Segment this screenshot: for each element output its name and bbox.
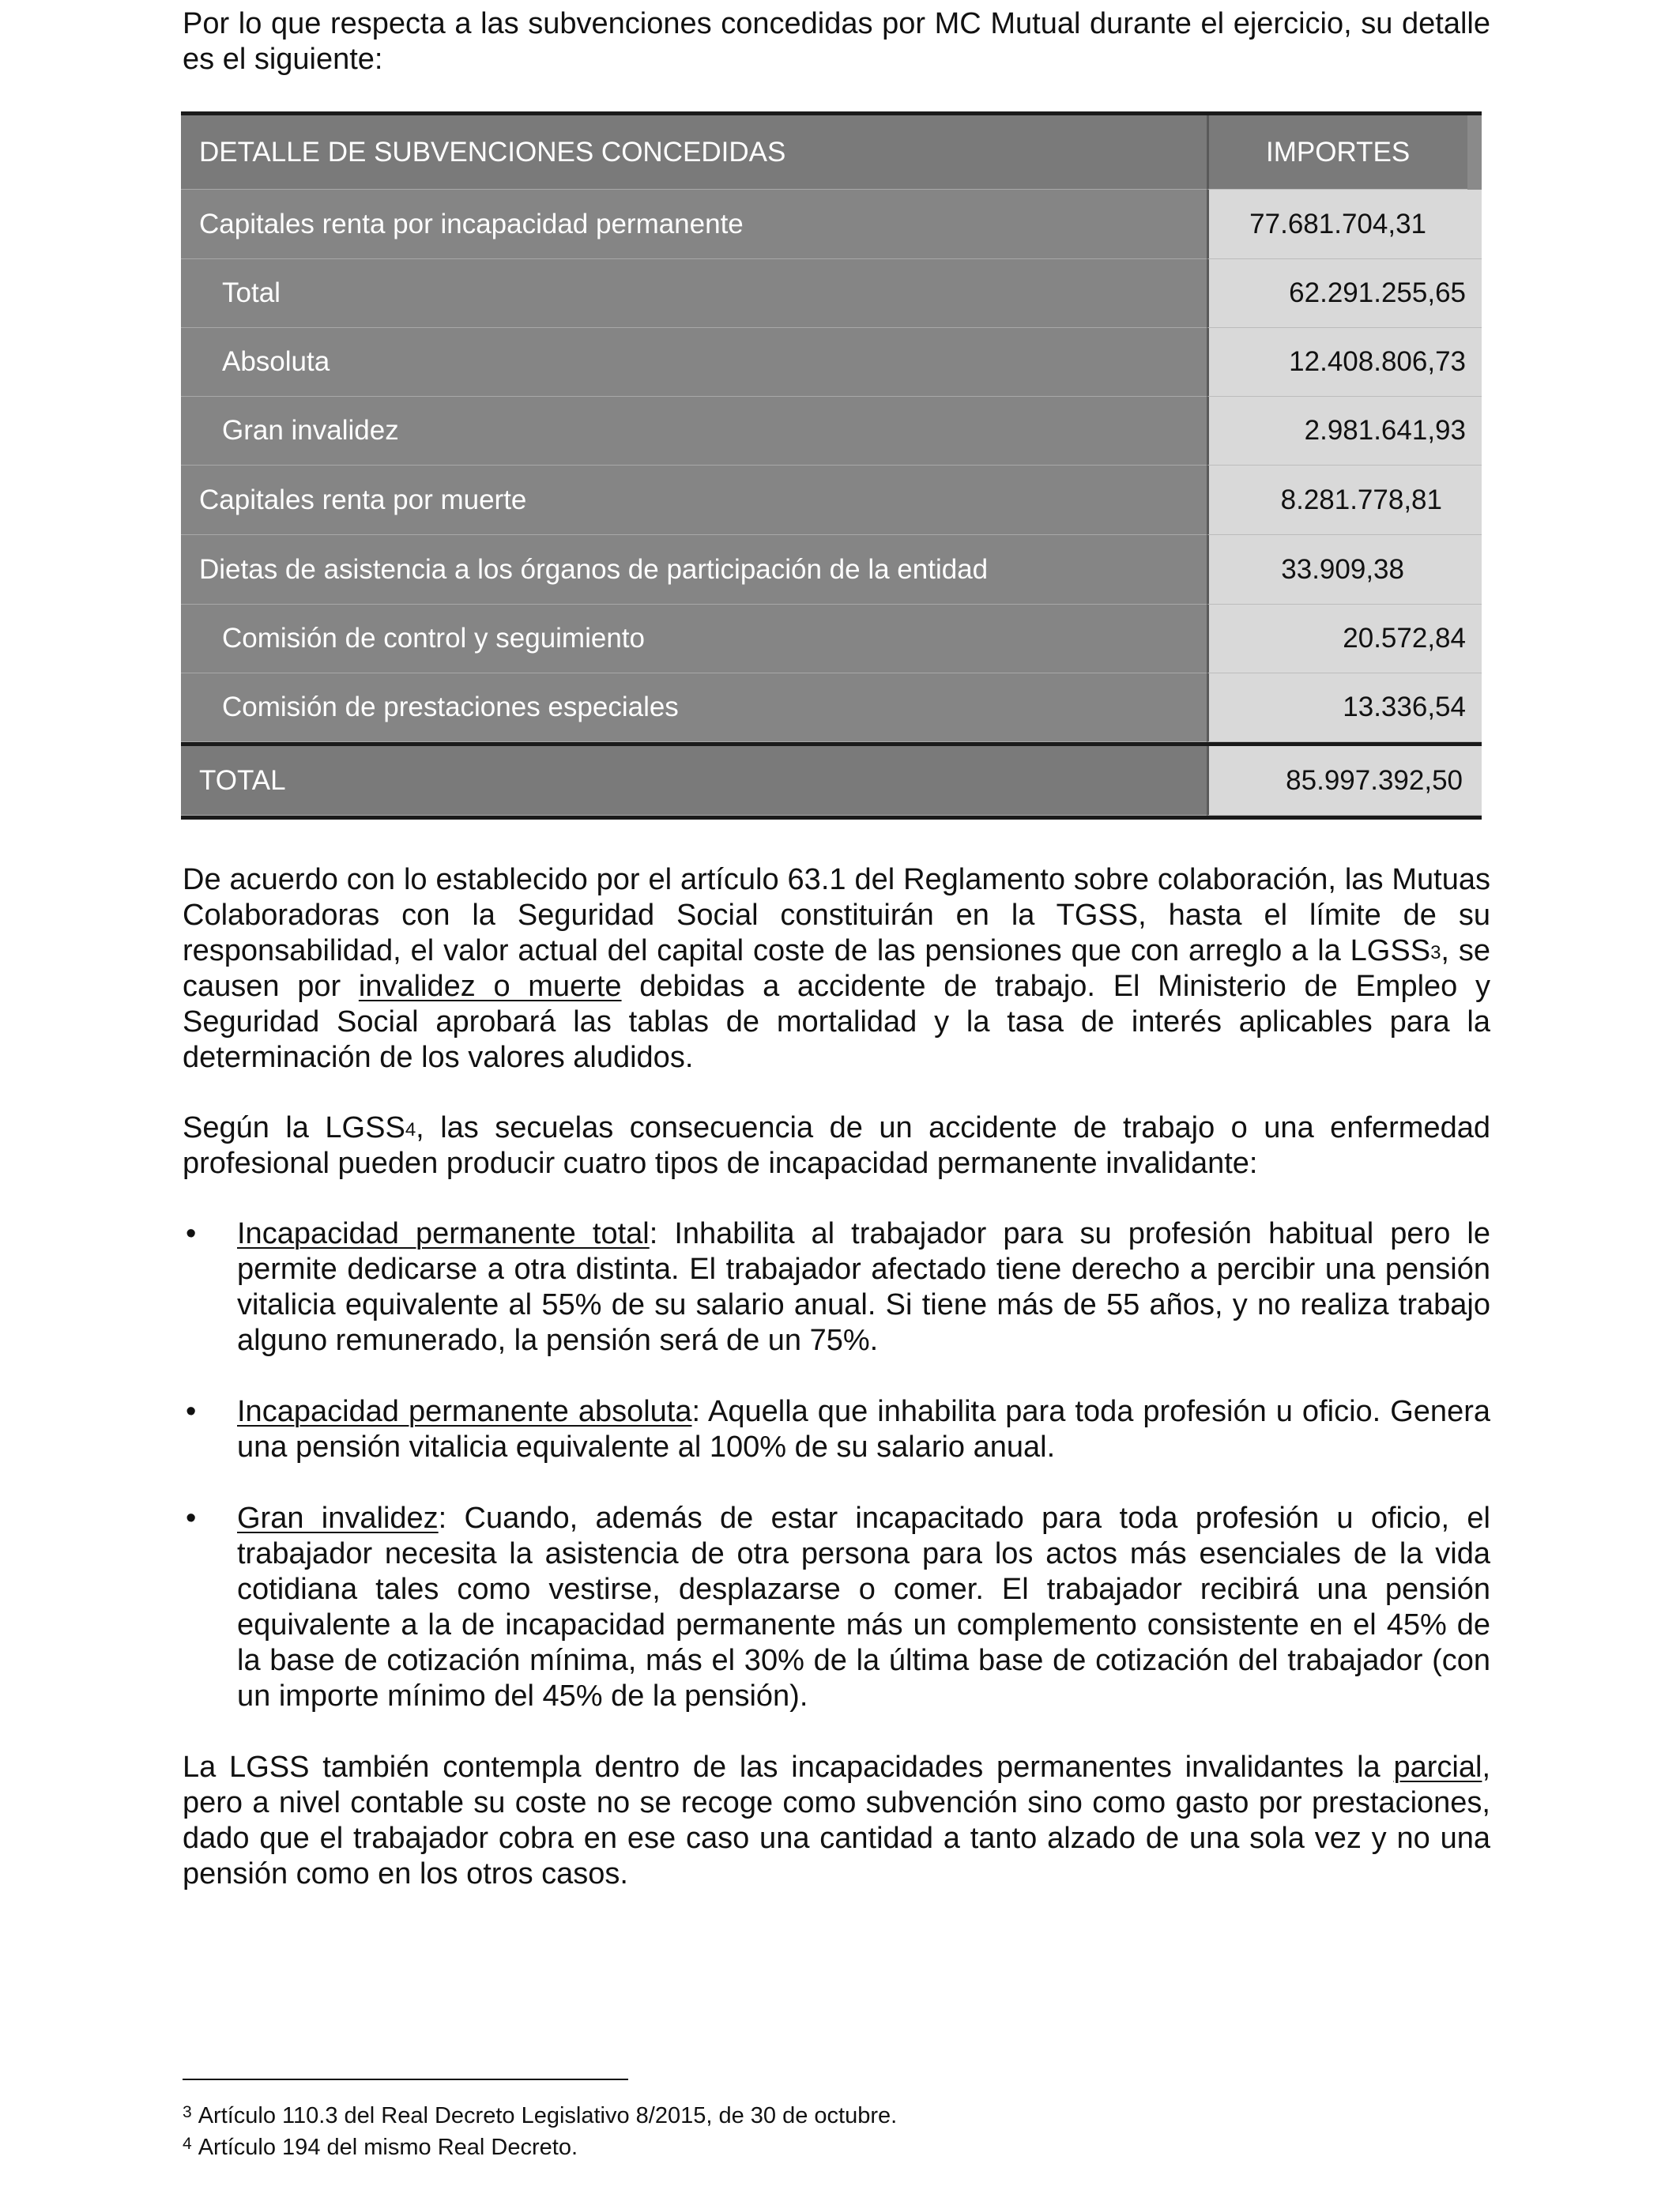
paragraph-text: , se causen por bbox=[183, 934, 1491, 1003]
header-amounts: IMPORTES bbox=[1207, 115, 1482, 190]
list-item-text: : Inhabilita al trabajador para su profesión habitual pero le permite dedicarse a otra distinta. El trabajador afectado tiene derecho a percibir una pensión vitalicia equivalente al 55% de su salario anual. Si tiene más de 55 años, y no realiza trabajo alguno remunerado, la pensión será de un 75%. bbox=[237, 1217, 1490, 1357]
row-amount: 33.909,38 bbox=[1207, 535, 1482, 605]
row-label: Absoluta bbox=[181, 328, 1207, 397]
table-row bbox=[181, 397, 1482, 466]
paragraph-text: , pero a nivel contable su coste no se recoge como subvención sino como gasto por prestaciones, dado que el trabajador cobra en ese caso una cantidad a tanto alzado de una sola vez y no una pensión como en los otros casos. bbox=[183, 1751, 1490, 1891]
row-label: Gran invalidez bbox=[181, 397, 1207, 466]
table-row bbox=[181, 259, 1482, 328]
list-item-text: : Aquella que inhabilita para toda profesión u oficio. Genera una pensión vitalicia equivalente al 100% de su salario anual. bbox=[237, 1395, 1490, 1464]
footnote-separator bbox=[183, 2079, 628, 2080]
paragraph-text: debidas a accidente de trabajo. El Ministerio de Empleo y Seguridad Social aprobará las tablas de mortalidad y la tasa de interés aplicables para la determinación de los valores aludidos. bbox=[183, 970, 1490, 1074]
paragraph-text: , las secuelas consecuencia de un accidente de trabajo o una enfermedad profesional pueden producir cuatro tipos de incapacidad permanente invalidante: bbox=[183, 1111, 1490, 1180]
bullet-icon: • bbox=[186, 1217, 197, 1250]
underlined-term: invalidez o muerte bbox=[358, 970, 622, 1003]
table-total-row bbox=[181, 742, 1482, 820]
header-detail: DETALLE DE SUBVENCIONES CONCEDIDAS bbox=[181, 115, 1207, 190]
row-amount: 77.681.704,31 bbox=[1207, 190, 1482, 259]
row-amount: 62.291.255,65 bbox=[1207, 259, 1482, 328]
table-header-row bbox=[181, 115, 1482, 190]
total-amount: 85.997.392,50 bbox=[1207, 746, 1482, 816]
table-row bbox=[181, 535, 1482, 605]
subsidies-table bbox=[181, 111, 1482, 820]
row-amount: 8.281.778,81 bbox=[1207, 466, 1482, 535]
underlined-term: Gran invalidez bbox=[237, 1502, 439, 1535]
footnote-number: 3 bbox=[183, 2103, 192, 2121]
underlined-term: Incapacidad permanente absoluta bbox=[237, 1395, 692, 1428]
total-label: TOTAL bbox=[181, 746, 1207, 816]
row-amount: 13.336,54 bbox=[1207, 673, 1482, 742]
list-item bbox=[183, 1216, 1490, 1359]
paragraph-text: La LGSS también contempla dentro de las incapacidades permanentes invalidantes la bbox=[183, 1751, 1394, 1784]
row-amount: 2.981.641,93 bbox=[1207, 397, 1482, 466]
paragraph-text: Según la LGSS bbox=[183, 1111, 405, 1144]
paragraph-lgss bbox=[183, 1110, 1490, 1182]
row-amount: 12.408.806,73 bbox=[1207, 328, 1482, 397]
intro-paragraph: Por lo que respecta a las subvenciones concedidas por MC Mutual durante el ejercicio, su detalle es el siguiente: bbox=[183, 7, 1490, 76]
underlined-term: Incapacidad permanente total bbox=[237, 1217, 650, 1250]
row-amount: 20.572,84 bbox=[1207, 605, 1482, 673]
footnote-3 bbox=[183, 2102, 897, 2129]
list-item bbox=[183, 1394, 1490, 1465]
footnote-number: 4 bbox=[183, 2135, 192, 2153]
bullet-icon: • bbox=[186, 1395, 197, 1428]
row-label: Capitales renta por muerte bbox=[181, 466, 1207, 535]
footnote-4 bbox=[183, 2134, 578, 2161]
table-row bbox=[181, 673, 1482, 742]
bullet-icon: • bbox=[186, 1502, 197, 1535]
footnote-ref: 3 bbox=[1430, 942, 1441, 963]
footnote-text: Artículo 110.3 del Real Decreto Legislativo 8/2015, de 30 de octubre. bbox=[198, 2103, 898, 2128]
paragraph-text: De acuerdo con lo establecido por el artículo 63.1 del Reglamento sobre colaboración, las Mutuas Colaboradoras con la Seguridad Social constituirán en la TGSS, hasta el límite de su responsabilidad, el valor actual del capital coste de las pensiones que con arreglo a la LGSS bbox=[183, 863, 1490, 967]
table-row bbox=[181, 466, 1482, 535]
row-label: Total bbox=[181, 259, 1207, 328]
incapacity-list bbox=[183, 1216, 1490, 1714]
table-row bbox=[181, 328, 1482, 397]
footnote-text: Artículo 194 del mismo Real Decreto. bbox=[198, 2135, 578, 2160]
row-label: Dietas de asistencia a los órganos de participación de la entidad bbox=[181, 535, 1207, 605]
underlined-term: parcial bbox=[1393, 1751, 1482, 1784]
row-label: Comisión de control y seguimiento bbox=[181, 605, 1207, 673]
list-item bbox=[183, 1501, 1490, 1714]
paragraph-reglamento bbox=[183, 862, 1490, 1076]
row-label: Capitales renta por incapacidad permanente bbox=[181, 190, 1207, 259]
table-row bbox=[181, 605, 1482, 673]
table-row bbox=[181, 190, 1482, 259]
list-item-text: : Cuando, además de estar incapacitado para toda profesión u oficio, el trabajador necesita la asistencia de otra persona para los actos más esenciales de la vida cotidiana tales como vestirse, desplazarse o comer. El trabajador recibirá una pensión equivalente a la de incapacidad permanente más un complemento consistente en el 45% de la base de cotización mínima, más el 30% de la última base de cotización del trabajador (con un importe mínimo del 45% de la pensión). bbox=[237, 1502, 1490, 1713]
paragraph-parcial bbox=[183, 1750, 1490, 1892]
footnote-ref: 4 bbox=[405, 1119, 416, 1140]
row-label: Comisión de prestaciones especiales bbox=[181, 673, 1207, 742]
